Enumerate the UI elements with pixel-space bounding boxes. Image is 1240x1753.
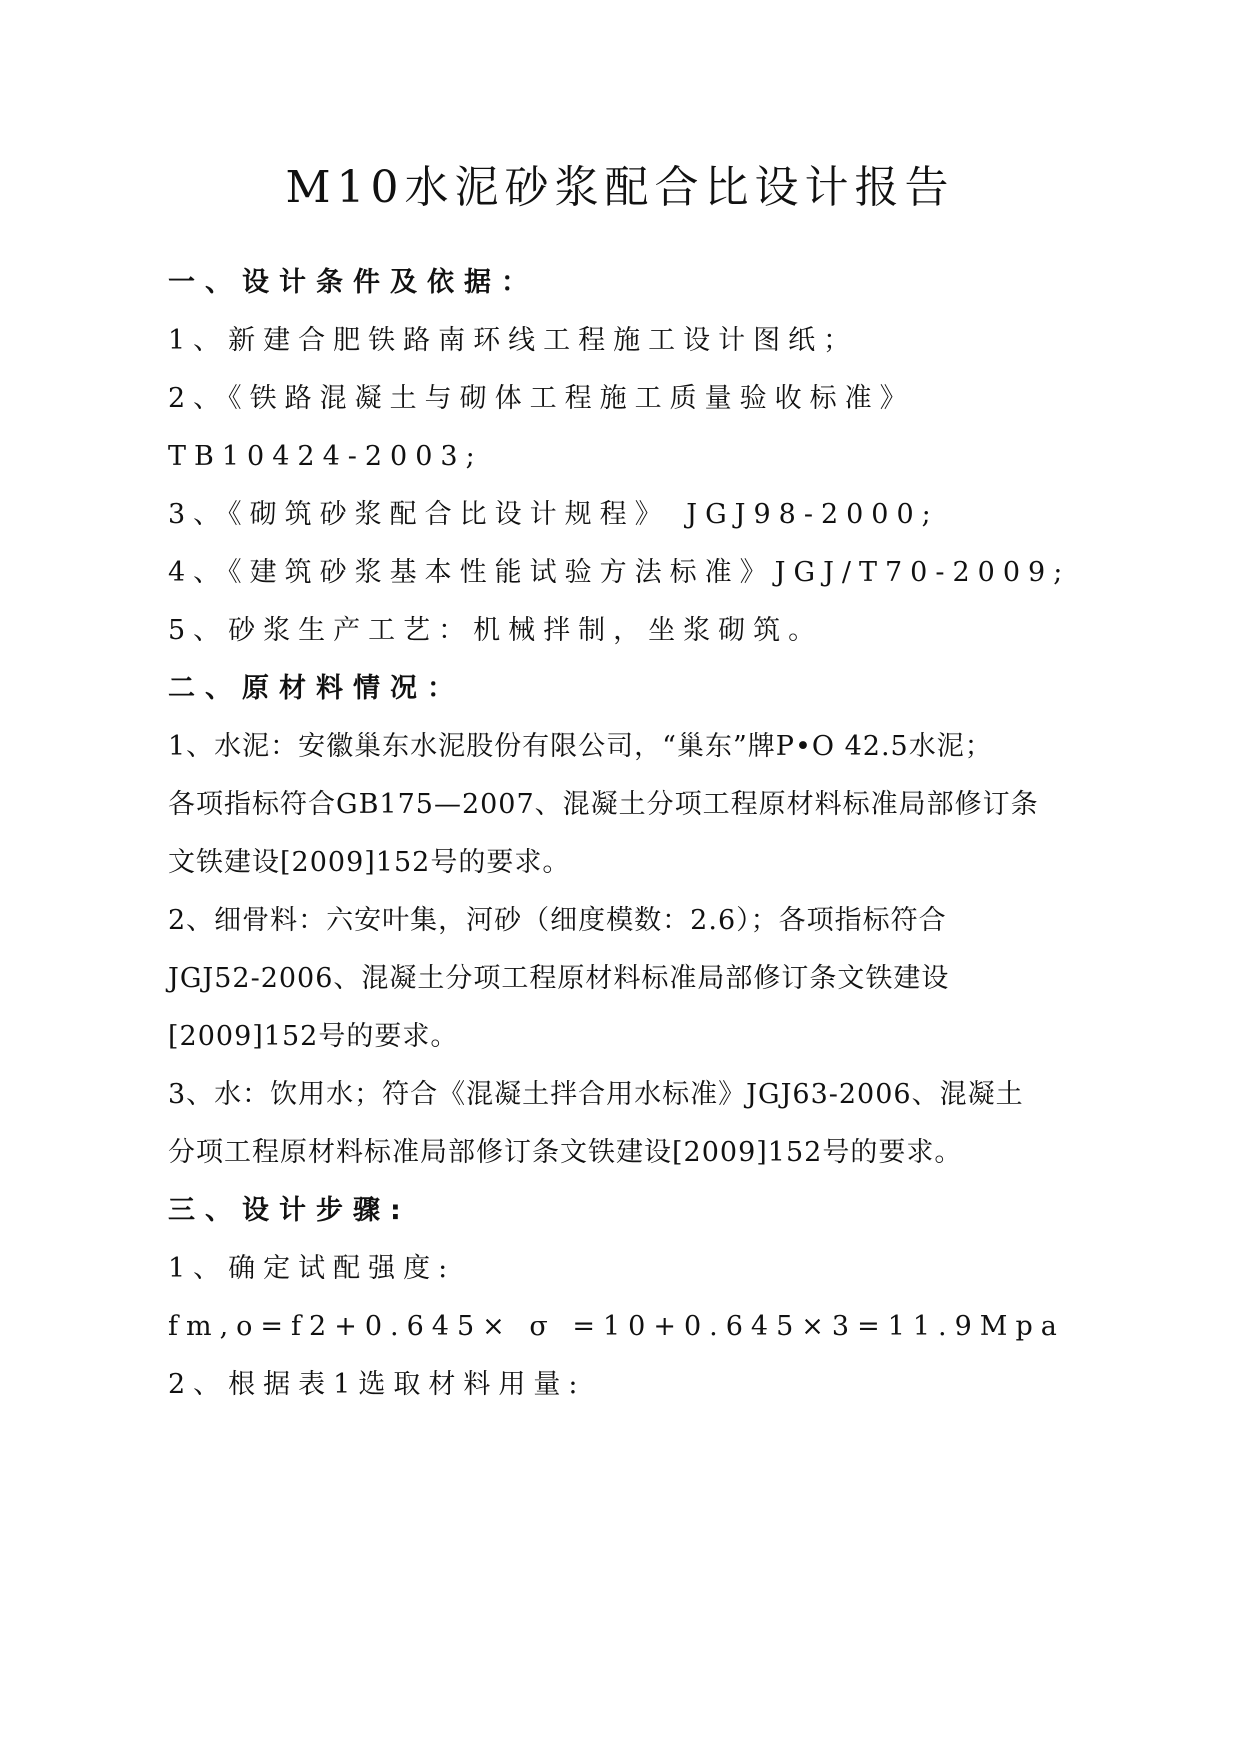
basis-item-1: 1、新建合肥铁路南环线工程施工设计图纸；: [168, 325, 859, 356]
section-heading-1: 一、设计条件及依据：: [168, 267, 538, 298]
material-water-line-2: 分项工程原材料标准局部修订条文铁建设[2009]152号的要求。: [168, 1137, 963, 1168]
design-step-1-formula: fm,o=f2+0.645× σ =10+0.645×3=11.9Mpa: [168, 1311, 1065, 1342]
basis-item-2-code: TB10424-2003;: [168, 441, 483, 472]
basis-item-5: 5、砂浆生产工艺：机械拌制，坐浆砌筑。: [168, 615, 824, 646]
section-heading-2: 二、原材料情况：: [168, 673, 464, 704]
section-heading-3: 三、设计步骤:: [168, 1195, 411, 1226]
basis-item-3: 3、《砌筑砂浆配合比设计规程》 JGJ98-2000;: [168, 499, 939, 530]
material-cement-line-1: 1、水泥：安徽巢东水泥股份有限公司，“巢东”牌P•O 42.5水泥；: [168, 731, 993, 762]
material-water-line-1: 3、水：饮用水；符合《混凝土拌合用水标准》JGJ63-2006、混凝土: [168, 1079, 1024, 1110]
material-cement-line-2: 各项指标符合GB175—2007、混凝土分项工程原材料标准局部修订条: [168, 789, 1039, 820]
basis-item-2: 2、《铁路混凝土与砌体工程施工质量验收标准》: [168, 383, 915, 414]
document-title: M10水泥砂浆配合比设计报告: [285, 162, 955, 213]
basis-item-4: 4、《建筑砂浆基本性能试验方法标准》JGJ/T70-2009;: [168, 557, 1071, 588]
material-sand-line-3: [2009]152号的要求。: [168, 1021, 459, 1052]
material-cement-line-3: 文铁建设[2009]152号的要求。: [168, 847, 571, 878]
design-step-2: 2、根据表1选取材料用量:: [168, 1369, 586, 1400]
design-step-1: 1、确定试配强度:: [168, 1253, 456, 1284]
material-sand-line-2: JGJ52-2006、混凝土分项工程原材料标准局部修订条文铁建设: [168, 963, 950, 994]
material-sand-line-1: 2、细骨料：六安叶集，河砂（细度模数：2.6）；各项指标符合: [168, 905, 947, 936]
